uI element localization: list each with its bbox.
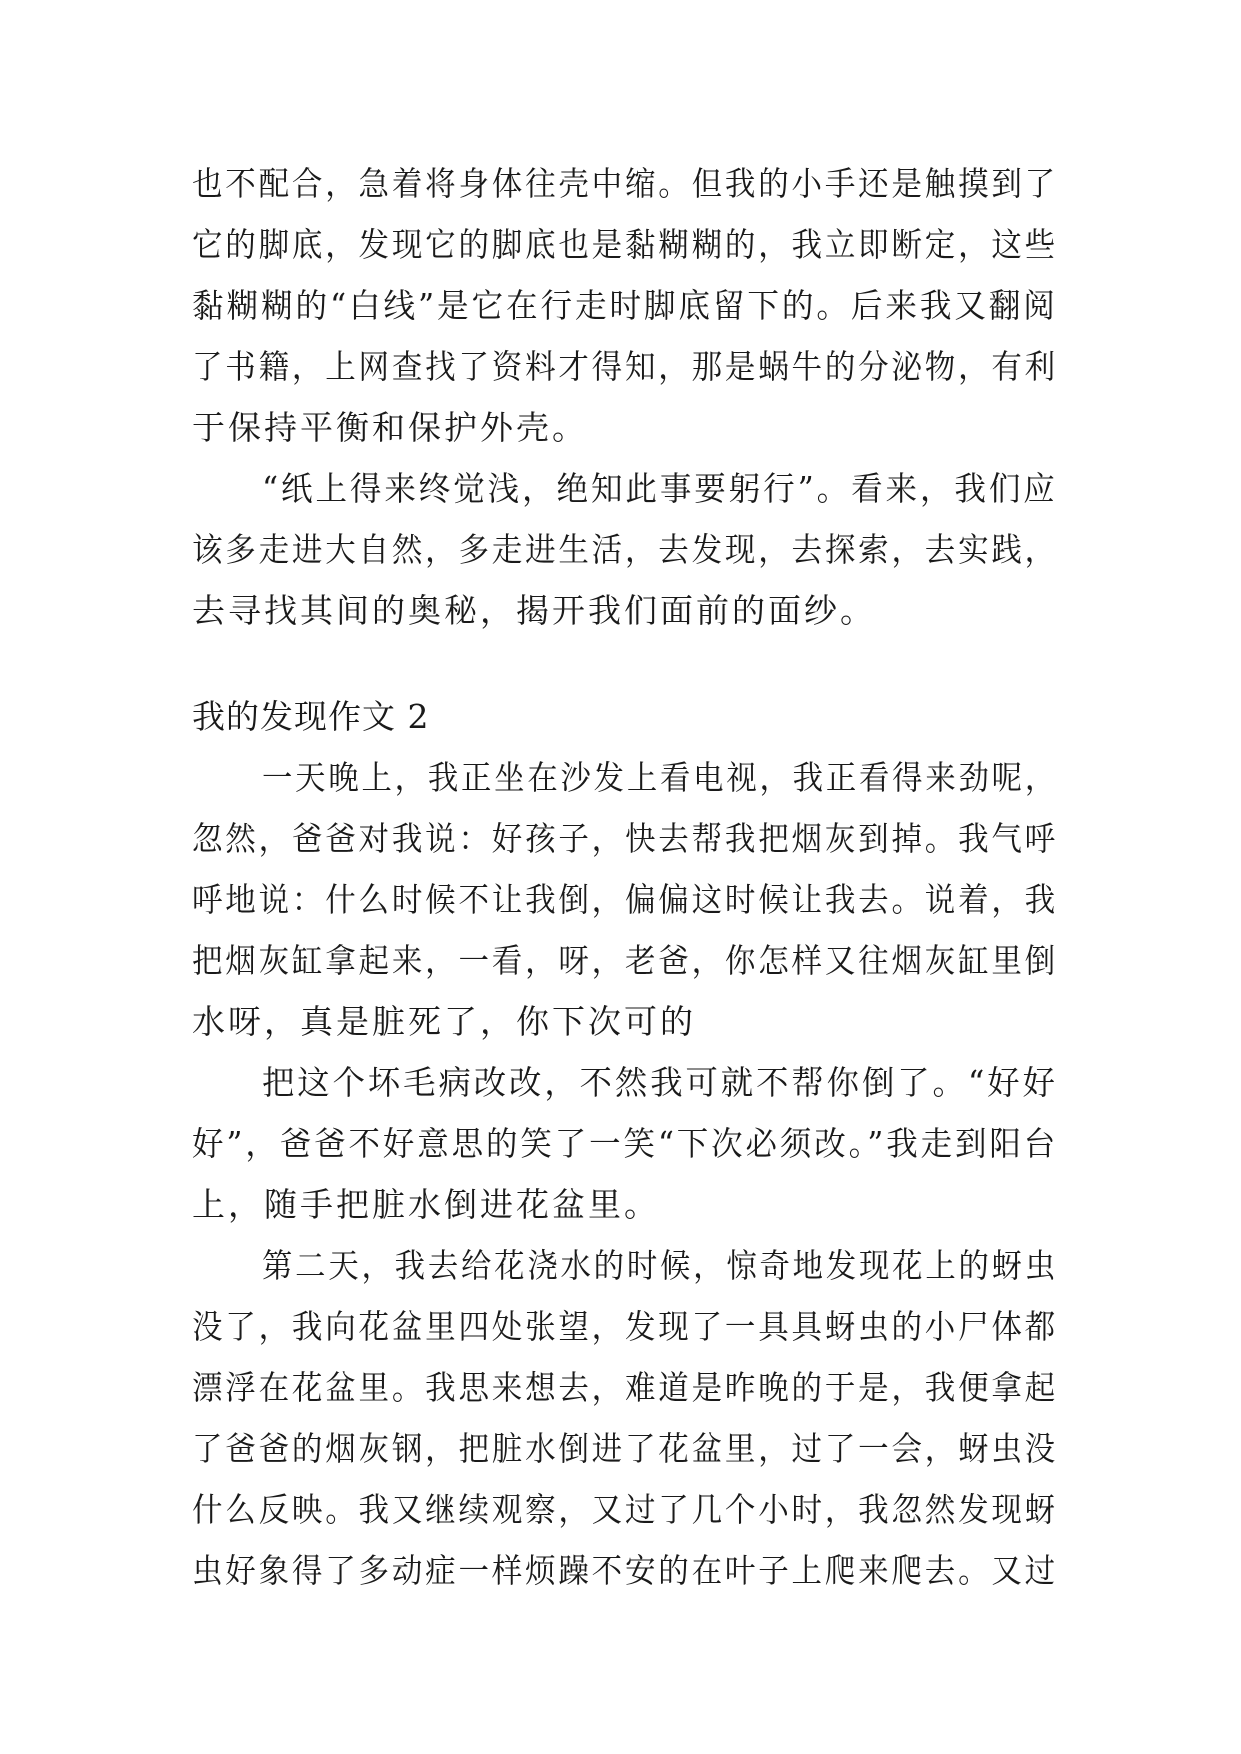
text-line: 什么反映。我又继续观察，又过了几个小时，我忽然发现蚜 xyxy=(192,1490,1058,1529)
text-line: 上，随手把脏水倒进花盆里。 xyxy=(192,1185,660,1224)
text-line: 也不配合，急着将身体往壳中缩。但我的小手还是触摸到了 xyxy=(192,164,1058,203)
text-line: 第二天，我去给花浇水的时候，惊奇地发现花上的蚜虫 xyxy=(262,1246,1059,1285)
text-line: 好”，爸爸不好意思的笑了一笑“下次必须改。”我走到阳台 xyxy=(192,1124,1059,1163)
text-line: 它的脚底，发现它的脚底也是黏糊糊的，我立即断定，这些 xyxy=(192,225,1058,264)
text-line: 于保持平衡和保护外壳。 xyxy=(192,408,588,447)
text-line: 把这个坏毛病改改，不然我可就不帮你倒了。“好好 xyxy=(262,1063,1058,1102)
text-line: “纸上得来终觉浅，绝知此事要躬行”。看来，我们应 xyxy=(262,469,1058,508)
text-line: 一天晚上，我正坐在沙发上看电视，我正看得来劲呢， xyxy=(262,758,1059,797)
text-line: 忽然，爸爸对我说：好孩子，快去帮我把烟灰到掉。我气呼 xyxy=(192,819,1058,858)
text-line: 去寻找其间的奥秘，揭开我们面前的面纱。 xyxy=(192,591,876,630)
text-line: 漂浮在花盆里。我思来想去，难道是昨晚的于是，我便拿起 xyxy=(192,1368,1058,1407)
text-line: 了爸爸的烟灰钢，把脏水倒进了花盆里，过了一会，蚜虫没 xyxy=(192,1429,1058,1468)
text-line: 水呀，真是脏死了，你下次可的 xyxy=(192,1002,696,1041)
text-line: 没了，我向花盆里四处张望，发现了一具具蚜虫的小尸体都 xyxy=(192,1307,1058,1346)
text-line: 该多走进大自然，多走进生活，去发现，去探索，去实践， xyxy=(192,530,1058,569)
text-line: 呼地说：什么时候不让我倒，偏偏这时候让我去。说着，我 xyxy=(192,880,1058,919)
section-heading: 我的发现作文 2 xyxy=(192,697,430,736)
text-line: 黏糊糊的“白线”是它在行走时脚底留下的。后来我又翻阅 xyxy=(192,286,1058,325)
text-line: 把烟灰缸拿起来，一看，呀，老爸，你怎样又往烟灰缸里倒 xyxy=(192,941,1058,980)
text-line: 虫好象得了多动症一样烦躁不安的在叶子上爬来爬去。又过 xyxy=(192,1551,1058,1590)
text-line: 了书籍，上网查找了资料才得知，那是蜗牛的分泌物，有利 xyxy=(192,347,1058,386)
